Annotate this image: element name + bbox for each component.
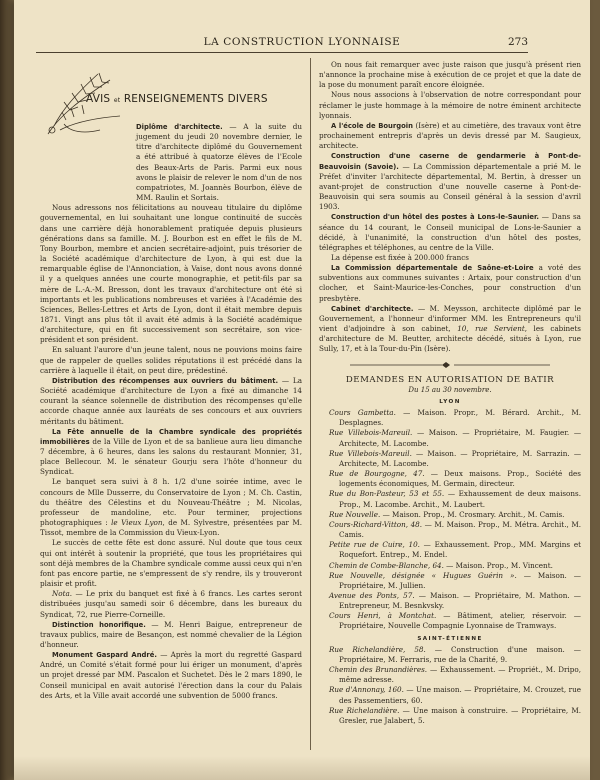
st-etienne-entries [319,645,581,726]
heading-fete: La Fête annuelle de la Chambre syndicale des propriétés immobilières [40,427,302,446]
text-postes: — Dans sa séance du 14 courant, le Conseil municipal de Lons-le-Saunier a décidé, à l'unanimité, la construction d'un hôtel des postes, télégraphes et téléphones, au centre de la Ville. [319,212,581,252]
text-monument: — Après la mort du regretté Gaspard André, un Comité s'était formé pour lui ériger un monument, d'après un projet dressé par MM. Pascalon et Suchetet. Dès le 2 mars 1890, le Conseil municipal en avait autorisé l'érection dans la cour du Palais des Arts, et la Ville avait accordé une subvention de 5000 francs. [40,650,302,700]
paragraph-caserne [319,151,581,212]
heading-monument: Monument Gaspard André. [52,651,157,660]
text-caserne: — La Commission départementale a prié M. le Préfet d'inviter l'architecte départemental, M. Bertin, à dresser un avant-projet de construction d'une nouvelle caserne à Pont-de-Beauvoisin qui sera soumis au Conseil général à la session d'avril 1903. [319,161,581,212]
header-rule [36,52,528,53]
paragraph-succes: Le succès de cette fête est donc assuré. Nul doute que tous ceux qui ont intérêt à soutenir la propriété, que tous les propriétaires qui sont déjà membres de la Chambre syndicale comme aussi ceux qui n'en font pas encore partie, ne s'empressent de s'y rendre, ils y trouveront plaisir et profit. [40,538,302,589]
entry-text: — Maison. — Propriétaire, M. Mathon. — Entrepreneur, M. Besnkvsky. [339,590,581,611]
paragraph-postes [319,212,581,253]
entry-street: Rue d'Annonay, 160. [329,685,404,695]
text-banquet-italic: le Vieux Lyon [111,518,163,528]
section-title [86,94,268,106]
entry-street: Rue de Bourgogne, 47. [329,469,425,479]
entry-text: — Maison. Propr., M. Bérard. Archit., M. Desplagnes. [339,408,581,428]
paragraph-felicitations: Nous adressons nos félicitations au nouveau titulaire du diplôme gouvernemental, en lui souhaitant une longue continuité de succès dans une carrière déjà honorablement pratiquée depuis plusieurs générations dans sa famille. M. J. Bourbon est en effet le fils de M. Tony Bourbon, membre et ancien secrétaire-adjoint, puis trésorier de la Société académique d'architecture de Lyon, à qui est due la remarquable église de l'Annonciation, à Vaise, dont nous avons donné il y a quelques années une courte monographie, et petit-fils par sa mère de L.-A.-M. Bresson, dont les travaux d'architecture ont été si importants et les publications nombreuses et variées à l'Académie des Sciences, Belles-Lettres et Arts de Lyon, dont il était membre depuis 1871. Vingt ans plus tôt il avait été admis à la Société académique d'architecture, qui en fit successivement son secrétaire, son vice-président et son président. [40,203,302,345]
entry-text: — Maison. Prop., M. Vincent. [443,560,553,570]
text-banquet-a: Le banquet sera suivi à 8 h. 1/2 d'une soirée intime, avec le concours de Mlle Dusserre, du Conservatoire de Lyon ; M. Ch. Castin, du théâtre des Célestins et du Nouveau-Théâtre ; M. Nicolas, professeur de mandoline, etc. Pour terminer, projections photographiques : [40,477,302,528]
heading-distinction: Distinction honorifique. [52,620,146,629]
city-heading-lyon: LYON [439,399,461,405]
entry-street: Rue du Bon-Pasteur, 53 et 55. [329,489,445,499]
entry-text: — Maison. — Propriétaire, M. Faugier. — Architecte, M. Lacombe. [339,428,582,448]
page-number: 273 [507,36,528,48]
entry-street: Rue Nouvelle, désignée « Hugues Guérin ». [329,570,517,580]
list-item [329,428,581,448]
entry-street: Cours Gambetta. [329,408,396,418]
heading-commission: La Commission départementale de Saône-et-Loire [331,264,534,273]
entry-text: — Exhaussement. Prop., MM. Margins et Roquefort. Entrep., M. Endel. [339,540,581,560]
entry-street: Rue Richelandière, 58. [329,644,426,654]
text-commission: a voté des subventions aux communes suivantes : Artaix, pour construction d'un clocher, et Saint-Maurice-les-Conches, pour construction d'un presbytère. [319,263,581,303]
text-cabinet-a: — M. Meysson, architecte diplômé par le Gouvernement, a l'honneur d'informer MM. les Entrepreneurs qu'il vient d'adjoindre à son cabinet, [319,303,581,334]
divider-ornament-icon [319,361,581,371]
city-heading-st-etienne: SAINT-ÉTIENNE [417,635,483,642]
text-cabinet-italic: 10, rue Servient [457,324,525,334]
entry-street: Avenue des Ponts, 57. [329,590,415,600]
section-title-part2: et [113,97,121,104]
heading-postes: Construction d'un hôtel des postes à Lons-le-Saunier. [331,213,539,222]
entry-text: — Exhaussement. — Propriét., M. Dripo, même adresse. [339,665,581,685]
paragraph-depense: La dépense est fixée à 200.000 francs [331,252,469,262]
list-item [329,665,581,685]
list-item [329,645,581,665]
heading-caserne: Construction d'une caserne de gendarmerie à Pont-de-Beauvoisin (Savoie). [319,152,581,171]
entry-text: — Maison. Prop., M. Crosmary. Archit., M. Camis. [380,509,565,519]
lyon-entries [319,408,581,631]
entry-street: Rue Richelandière. [329,705,400,715]
paragraph-distribution [40,376,302,427]
list-item [329,520,581,540]
demandes-title: DEMANDES EN AUTORISATION DE BATIR [345,374,555,385]
entry-street: Cours-Richard-Vitton, 48. [329,519,422,529]
section-title-part3: RENSEIGNEMENTS DIVERS [123,93,268,105]
entry-street: Chemin des Brunandières. [329,665,428,675]
heading-bourgoin: A l'école de Bourgoin [331,121,413,130]
list-item [329,611,581,631]
paragraph-aurore: En saluant l'aurore d'un jeune talent, nous ne pouvions moins faire que de rappeler de quelles solides réputations il est précédé dans la carrière à laquelle il était, on peut dire, prédestiné. [40,345,302,375]
paragraph-monument [40,650,302,701]
text-banquet-b: , de M. Sylvestre, présentées par M. Tissot, membre de la Commission du Vieux-Lyon. [40,518,302,538]
text-fete: de la Ville de Lyon et de sa banlieue aura lieu dimanche 7 décembre, à 6 heures, dans les salons du restaurant Monnier, 31, place Bellecour. M. le sénateur Gourju sera l'hôte d'honneur du Syndicat. [40,436,302,477]
entry-text: — Exhaussement de deux maisons. Prop., M. Lacombe. Archit., M. Laubert. [339,489,581,509]
heading-diplome: Diplôme d'architecte. [136,123,223,131]
entry-text: — M. Maison. Prop., M. Métra. Archit., M. Camis. [339,519,581,540]
right-column [319,60,581,726]
paragraph-fete [40,427,302,478]
text-distribution: — La Société académique d'architecture de Lyon a fixé au dimanche 14 courant la séance solennelle de distribution des récompenses qu'elle accorde chaque année aux lauréats de ses concours et aux ouvriers méritants du bâtiment. [40,375,302,426]
list-item [329,571,581,591]
column-divider [310,58,311,750]
text-cabinet-b: , les cabinets d'architecture de M. Beutter, architecte décédé, situés à Lyon, rue Sully, 17, et à la Tour-du-Pin (Isère). [319,324,581,354]
entry-street: Chemin de Combe-Blanche, 64. [329,560,444,570]
entry-text: — Une maison. — Propriétaire, M. Crouzet, rue des Passementiers, 60. [339,685,582,705]
list-item [329,408,581,428]
list-item [329,591,581,611]
page [14,0,590,780]
entry-text: — Deux maisons. Prop., Société des logements économiques, M. Germain, directeur. [339,469,581,489]
paragraph-banquet [40,477,302,538]
entry-text: — Maison. — Propriétaire, M. Jullien. [339,570,581,590]
entry-street: Rue Nouvelle. [329,509,381,519]
section-vignette [40,60,302,138]
paragraph-remarque: On nous fait remarquer avec juste raison que jusqu'à présent rien n'annonce la prochaine mise à exécution de ce projet et que la date de la pose du monument paraît encore éloignée. [319,60,581,90]
entry-text: — Maison. — Propriétaire, M. Sarrazin. — Architecte, M. Lacombe. [339,448,582,468]
list-item [329,540,581,560]
paragraph-cabinet [319,304,581,355]
entry-street: Petite rue de Cuire, 10. [329,540,420,550]
paragraph-commission [319,263,581,304]
list-item [329,449,581,469]
list-item [329,510,581,520]
text-diplome: — A la suite du jugement du jeudi 20 novembre dernier, le titre d'architecte diplômé du Gouvernement a été attribué à quatorze élèves de l'Ecole des Beaux-Arts de Paris. Parmi eux nous avons le plaisir de relever le nom d'un de nos compatriotes, M. Joannès Bourbon, élève de MM. Raulin et Sortais. [136,122,302,203]
paragraph-nota [40,589,302,619]
entry-text: — Bâtiment, atelier, réservoir. — Propriétaire, Nouvelle Compagnie Lyonnaise de Tramways. [339,611,581,631]
paragraph-bourgoin [319,121,581,151]
entry-text: — Construction d'une maison. — Propriétaire, M. Ferraris, rue de la Charité, 9. [339,644,581,664]
section-title-part1: AVIS [86,93,111,105]
list-item [329,469,581,489]
book-spine [0,0,14,780]
list-item [329,489,581,509]
entry-street: Rue Villebois-Mareuil. [329,448,412,458]
left-column [40,60,302,701]
entry-street: Cours Henri, à Montchat. [329,611,437,621]
paragraph-associons: Nous nous associons à l'observation de notre correspondant pour réclamer le juste hommage à la mémoire de notre éminent architecte lyonnais. [319,90,581,120]
entry-text: — Une maison à construire. — Propriétaire, M. Gresler, rue Jalabert, 5. [339,705,581,725]
heading-cabinet: Cabinet d'architecte. [331,304,414,313]
paragraph-distinction [40,620,302,650]
text-distinction: — M. Henri Baigue, entrepreneur de travaux publics, maire de Besançon, est nommé chevalier de la Légion d'honneur. [40,619,302,649]
entry-street: Rue Villebois-Mareuil. [329,428,413,438]
text-bourgoin: (Isère) et au cimetière, des travaux vont être prochainement entrepris d'après un devis dressé par M. Saugieux, architecte. [319,120,581,151]
text-nota: — Le prix du banquet est fixé à 6 francs. Les cartes seront distribuées jusqu'au samedi soir 6 décembre, dans les bureaux du Syndicat, 72, rue Pierre-Corneille. [40,589,302,619]
list-item [329,706,581,726]
nota-label: Nota. [52,589,73,599]
page-bottom-shadow [14,756,590,780]
heading-distribution: Distribution des récompenses aux ouvriers du bâtiment. [52,376,279,385]
list-item [329,561,581,571]
running-header: LA CONSTRUCTION LYONNAISE [203,36,401,48]
list-item [329,685,581,705]
demandes-subtitle: Du 15 au 30 novembre. [408,385,492,394]
